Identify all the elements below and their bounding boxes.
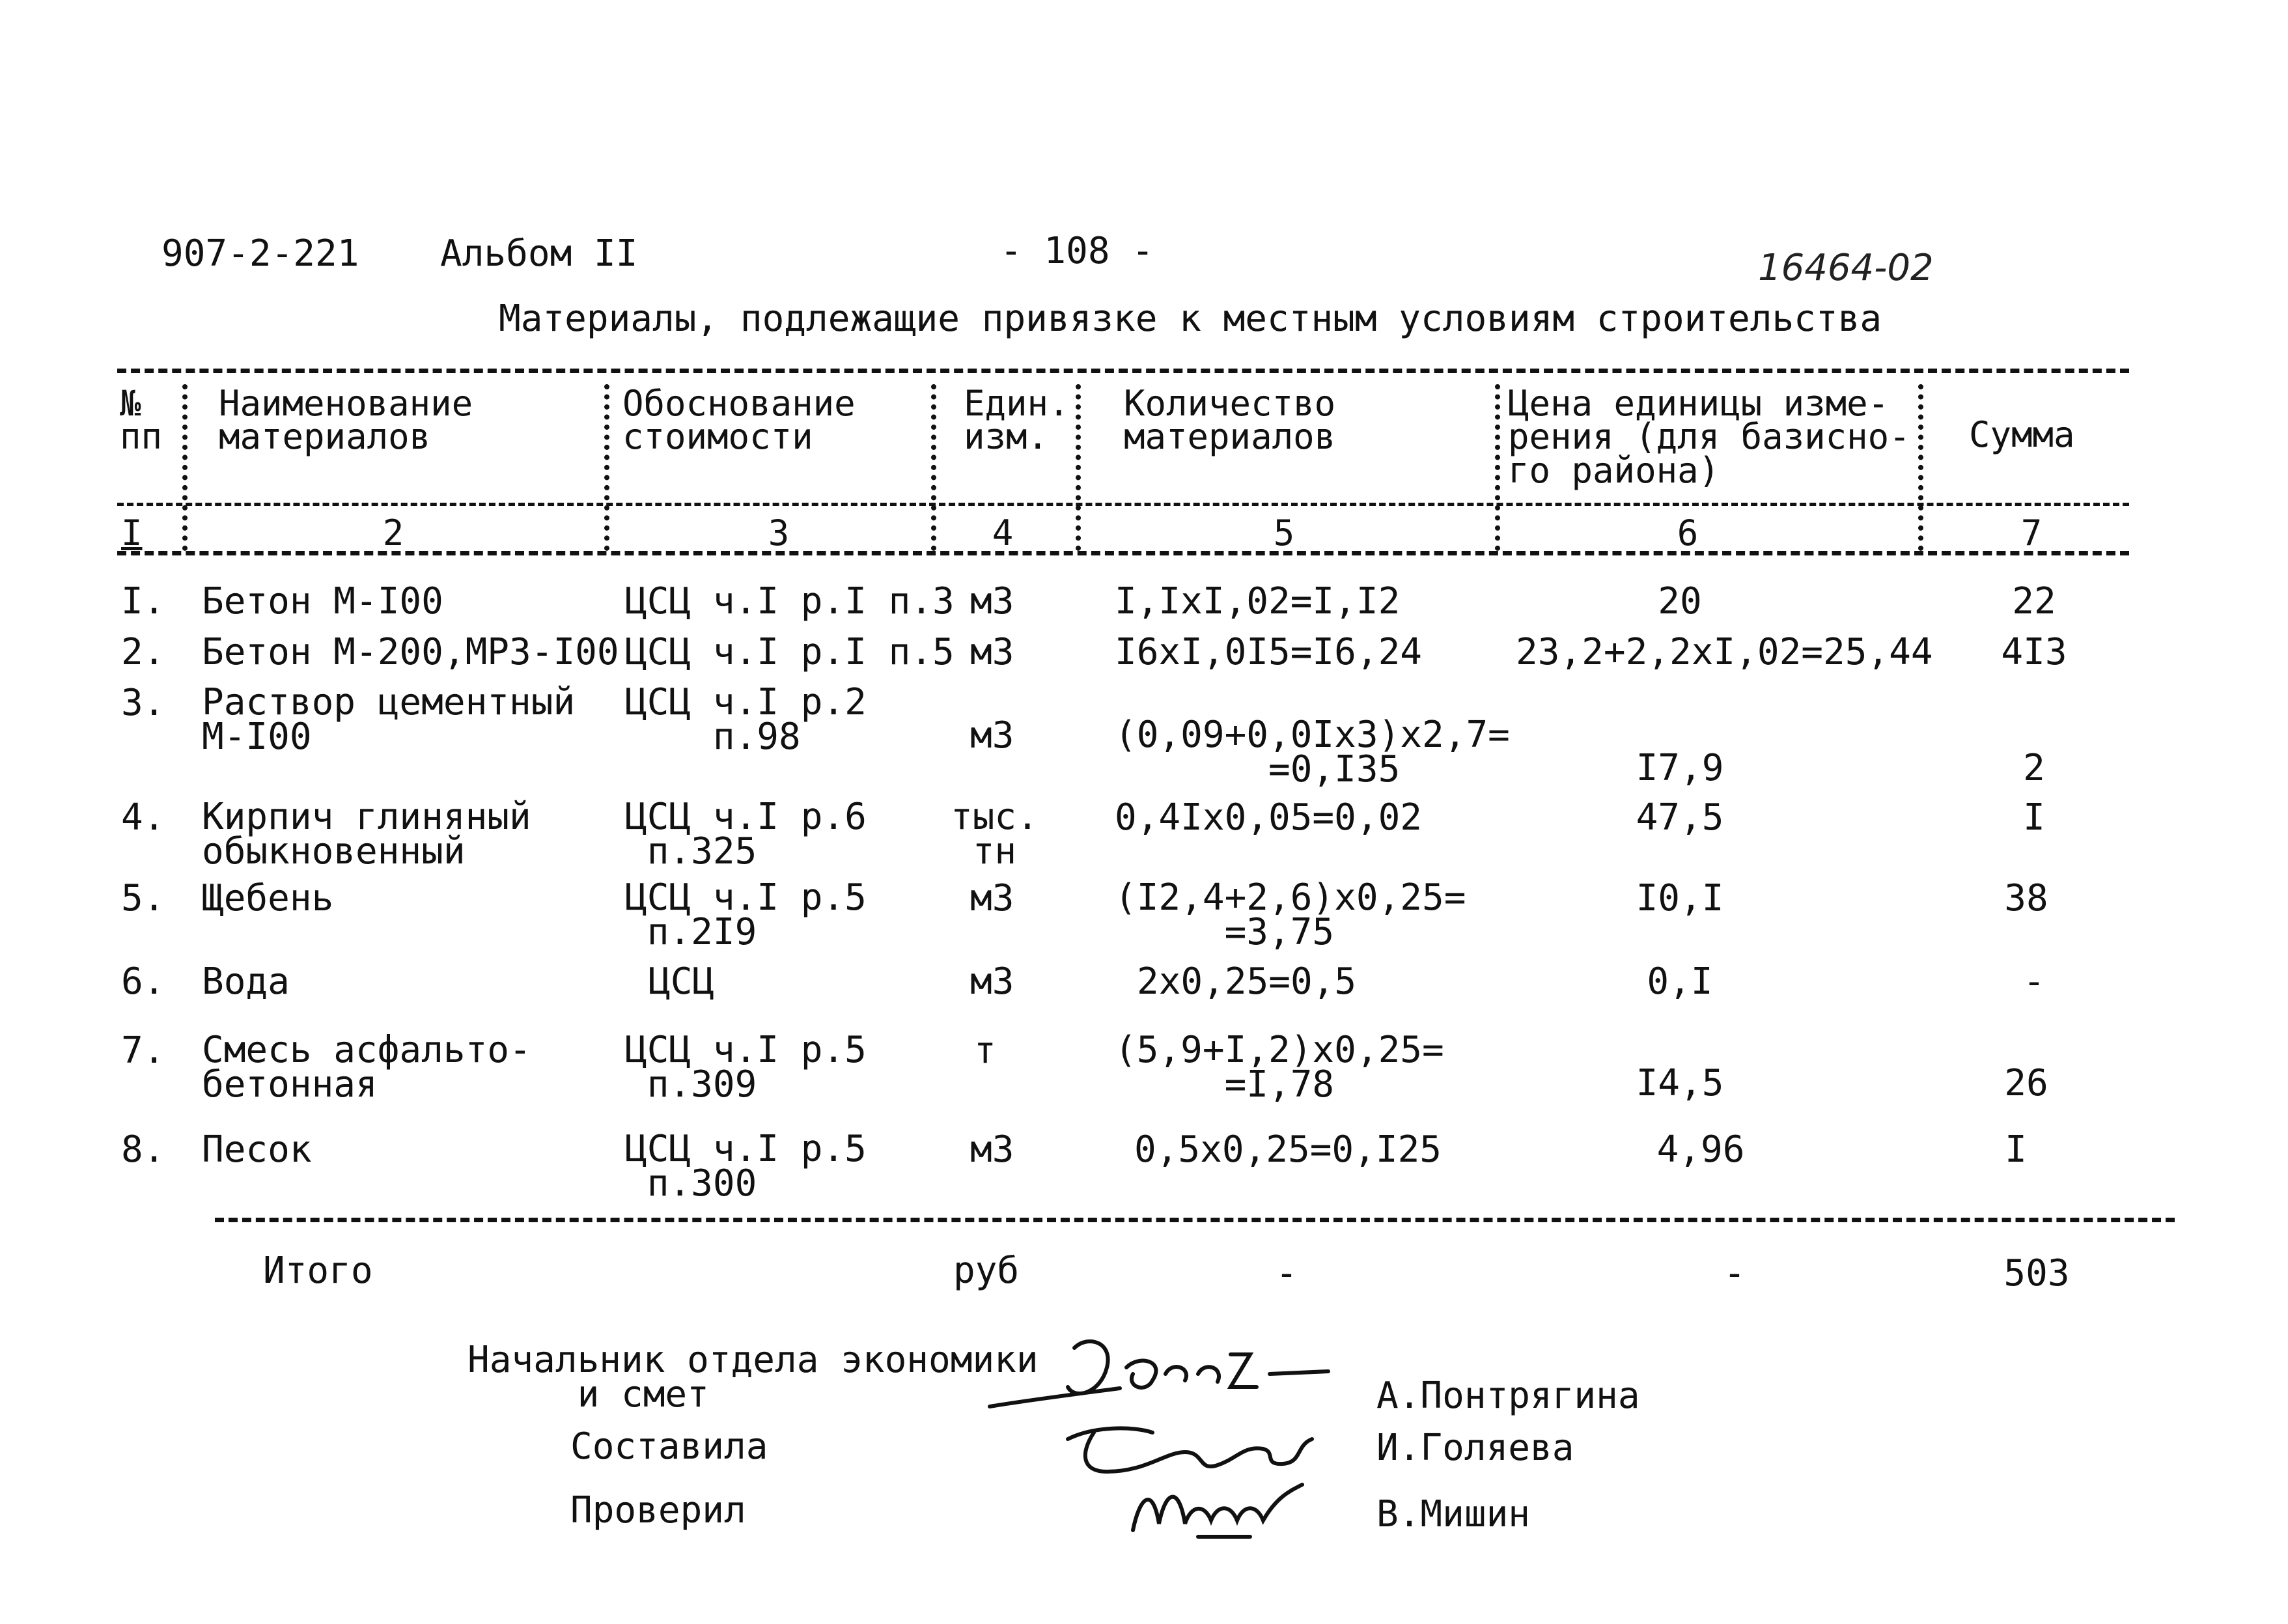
handwritten-signature-icon — [1120, 1472, 1328, 1543]
row-number: 8. — [121, 1128, 165, 1171]
doc-code: 907-2-221 — [161, 232, 359, 275]
column-header-name: Наименование материалов — [219, 383, 473, 458]
column-header-sum: Сумма — [1969, 414, 2075, 455]
row-number: 2. — [121, 631, 165, 673]
total-sum: 503 — [2003, 1252, 2070, 1295]
album-label: Альбом II — [440, 232, 638, 275]
total-quantity: - — [1276, 1252, 1298, 1295]
row-number: 6. — [121, 960, 165, 1003]
document-title: Материалы, подлежащие привязке к местным условиям строительства — [499, 298, 1882, 340]
row-number: I. — [121, 580, 165, 623]
cost-basis: ЦСЦ ч.I р.I п.5 — [625, 631, 955, 673]
quantity: 2x0,25=0,5 — [1137, 960, 1357, 1003]
column-header-basis: Обоснование стоимости — [622, 383, 856, 458]
cost-basis: ЦСЦ ч.I р.2 п.98 — [625, 681, 867, 759]
table-top-rule — [117, 369, 2129, 373]
column-number: 7 — [2020, 512, 2043, 553]
row-sum: 22 — [2012, 580, 2056, 623]
material-name: Смесь асфальто- бетонная — [202, 1029, 531, 1106]
row-number: 3. — [121, 682, 165, 724]
quantity: (0,09+0,0Ix3)x2,7= =0,I35 — [1115, 714, 1510, 791]
page-number: - 108 - — [1000, 230, 1154, 272]
unit: м3 — [970, 631, 1014, 673]
row-sum: I — [2005, 1128, 2027, 1171]
material-name: Бетон М-200,МРЗ-I00 — [202, 631, 619, 673]
column-number: I — [121, 512, 143, 553]
column-number: 2 — [382, 512, 404, 553]
row-number: 4. — [121, 796, 165, 839]
handwritten-signature-icon — [977, 1328, 1354, 1420]
quantity: 0,4Ix0,05=0,02 — [1115, 796, 1423, 839]
unit: м3 — [970, 580, 1014, 623]
signature-role-checked: Проверил — [570, 1489, 746, 1532]
inventory-number: 16464-02 — [1758, 247, 1934, 289]
material-name: Песок — [202, 1128, 312, 1171]
cost-basis: ЦСЦ ч.I р.5 п.309 — [625, 1029, 867, 1106]
unit-price: 47,5 — [1636, 796, 1724, 839]
unit: м3 — [970, 877, 1014, 919]
column-separator — [1918, 384, 1923, 551]
material-name: Кирпич глиняный обыкновенный — [202, 796, 531, 873]
column-separator — [604, 384, 609, 551]
material-name: Вода — [202, 960, 290, 1003]
unit-price: I7,9 — [1636, 747, 1724, 789]
quantity: I6xI,0I5=I6,24 — [1115, 631, 1423, 673]
column-separator — [1495, 384, 1500, 551]
row-number: 5. — [121, 877, 165, 919]
row-sum: - — [2023, 960, 2045, 1003]
unit-price: 20 — [1658, 580, 1702, 623]
material-name: Раствор цементный М-I00 — [202, 681, 576, 759]
row-sum: 4I3 — [2001, 631, 2067, 673]
signature-name-head: А.Понтрягина — [1376, 1375, 1640, 1417]
header-bottom-rule — [117, 503, 2129, 506]
column-number: 4 — [992, 512, 1014, 553]
unit-price: I0,I — [1636, 877, 1724, 919]
unit-price: 4,96 — [1656, 1128, 1745, 1171]
cost-basis: ЦСЦ ч.I р.I п.3 — [625, 580, 955, 623]
column-header-number: № пп — [120, 383, 163, 458]
signature-name-checked: В.Мишин — [1376, 1493, 1531, 1535]
unit-price: 0,I — [1647, 960, 1713, 1003]
cost-basis: ЦСЦ ч.I р.5 п.2I9 — [625, 876, 867, 954]
row-number: 7. — [121, 1029, 165, 1072]
unit: м3 — [970, 960, 1014, 1003]
signature-role-compiled: Составила — [570, 1425, 768, 1468]
material-name: Щебень — [202, 877, 334, 919]
column-number: 5 — [1273, 512, 1295, 553]
row-sum: I — [2023, 796, 2045, 839]
column-number: 3 — [768, 512, 790, 553]
column-header-price: Цена единицы изме- рения (для базисно- го района) — [1508, 383, 1910, 491]
column-separator — [931, 384, 936, 551]
material-name: Бетон М-I00 — [202, 580, 443, 623]
column-number: 6 — [1677, 512, 1699, 553]
quantity: (5,9+I,2)x0,25= =I,78 — [1115, 1029, 1444, 1106]
row-sum: 2 — [2023, 747, 2045, 789]
signature-role-head: Начальник отдела экономики и смет — [467, 1339, 1039, 1416]
total-label: Итого — [263, 1250, 373, 1292]
quantity: 0,5x0,25=0,I25 — [1134, 1128, 1442, 1171]
row-sum: 38 — [2004, 877, 2048, 919]
quantity: I,IxI,02=I,I2 — [1115, 580, 1401, 623]
cost-basis: ЦСЦ ч.I р.5 п.300 — [625, 1128, 867, 1205]
cost-basis: ЦСЦ — [649, 960, 715, 1003]
unit-price: I4,5 — [1636, 1062, 1724, 1104]
signature-name-compiled: И.Голяева — [1376, 1427, 1574, 1469]
total-price: - — [1723, 1252, 1746, 1295]
unit: т — [974, 1029, 996, 1072]
unit: м3 — [970, 1128, 1014, 1171]
unit-price: 23,2+2,2xI,02=25,44 — [1516, 631, 1933, 673]
total-unit: руб — [953, 1250, 1020, 1292]
unit: м3 — [970, 714, 1014, 757]
quantity: (I2,4+2,6)x0,25= =3,75 — [1115, 876, 1466, 954]
total-separator-rule — [215, 1218, 2175, 1222]
column-separator — [182, 384, 188, 551]
cost-basis: ЦСЦ ч.I р.6 п.325 — [625, 796, 867, 873]
column-header-quantity: Количество материалов — [1124, 383, 1336, 458]
row-sum: 26 — [2004, 1062, 2048, 1104]
unit: тыс. тн — [951, 796, 1039, 873]
column-numbers-rule — [117, 551, 2129, 555]
column-separator — [1076, 384, 1081, 551]
column-header-unit: Един. изм. — [964, 383, 1070, 458]
